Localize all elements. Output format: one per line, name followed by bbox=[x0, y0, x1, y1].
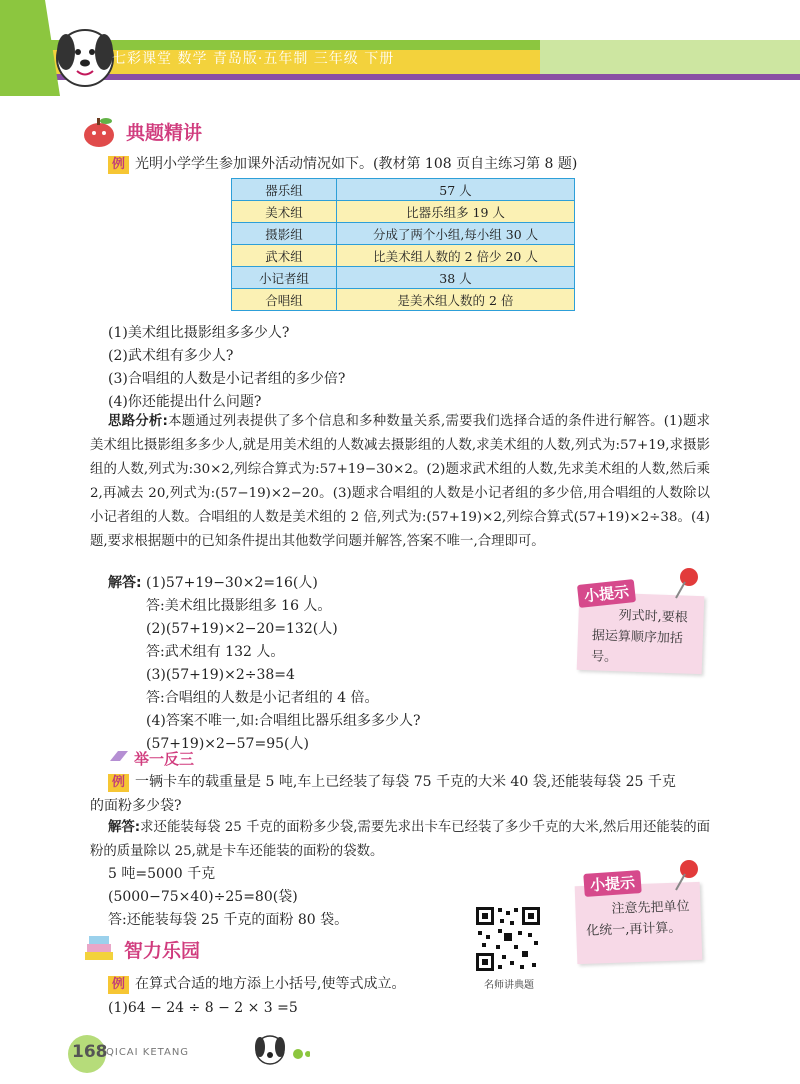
example-tag: 例 bbox=[108, 156, 129, 174]
answer-line: 答:合唱组的人数是小记者组的 4 倍。 bbox=[146, 690, 379, 706]
section-title-zhili: 智力乐园 bbox=[124, 940, 201, 962]
answer-line: 答:武术组有 132 人。 bbox=[146, 644, 285, 660]
tip-text: 注意先把单位化统一,再计算。 bbox=[585, 899, 690, 939]
answer-text: 求还能装每袋 25 千克的面粉多少袋,需要先求出卡车已经装了多少千克的大米,然后用还能装的面粉的质量除以 25,就是卡车还能装的面粉的袋数。 bbox=[90, 820, 711, 859]
table-cell-info: 比美术组人数的 2 倍少 20 人 bbox=[337, 245, 575, 267]
answer-line: (4)答案不唯一,如:合唱组比器乐组多多少人? bbox=[146, 713, 421, 729]
table-cell-group: 小记者组 bbox=[232, 267, 337, 289]
footer-text: QICAI KETANG bbox=[106, 1047, 190, 1058]
table-row bbox=[232, 289, 575, 311]
calc-line: (5000−75×40)÷25=80(袋) bbox=[108, 889, 298, 905]
pushpin-icon bbox=[672, 858, 702, 894]
calc-line: 5 吨=5000 千克 bbox=[108, 866, 216, 882]
analysis-text: 本题通过列表提供了多个信息和多种数量关系,需要我们选择合适的条件进行解答。(1)题求美术组比摄影组多多少人,就是用美术组的人数减去摄影组的人数,求美术组的人数,列式为:57+19,求摄影组的人数,列式为:30×2,列综合算式为:57+19−30×2。(2)题求武术组的人数,先求美术组的人数,然后乘 2,再减去 20,列式为:(57−19)×2−20。(3)题求合唱组的人数是小记者组的多少倍,用合唱组的人数除以小记者组的人数。合唱组的人数是美术组的 2 倍,列式为:(57+19)×2,列综合算式(57+19)×2÷38。(4)题,要求根据题中的已知条件提出其他数学问题并解答,答案不唯一,合理即可。 bbox=[90, 414, 710, 549]
question-1: (1)美术组比摄影组多多少人? bbox=[108, 325, 290, 341]
question-3: (3)合唱组的人数是小记者组的多少倍? bbox=[108, 371, 346, 387]
page-number: 168 bbox=[72, 1042, 108, 1062]
example-3-line bbox=[108, 974, 405, 994]
tip-text: 列式时,要根据运算顺序加括号。 bbox=[590, 608, 688, 666]
table-cell-group: 摄影组 bbox=[232, 223, 337, 245]
table-row bbox=[232, 201, 575, 223]
table-cell-group: 武术组 bbox=[232, 245, 337, 267]
table-cell-info: 57 人 bbox=[337, 179, 575, 201]
answer-line: 答:美术组比摄影组多 16 人。 bbox=[146, 598, 332, 614]
activity-table bbox=[231, 178, 575, 311]
dog-mascot-icon bbox=[255, 1036, 285, 1064]
answer-label: 解答: bbox=[108, 820, 141, 835]
answer-line: (1)57+19−30×2=16(人) bbox=[146, 575, 318, 591]
table-cell-group: 器乐组 bbox=[232, 179, 337, 201]
apple-icon bbox=[80, 114, 118, 148]
books-icon bbox=[82, 932, 118, 964]
calc-line: 答:还能装每袋 25 千克的面粉 80 袋。 bbox=[108, 912, 349, 928]
table-cell-info: 比器乐组多 19 人 bbox=[337, 201, 575, 223]
table-row bbox=[232, 179, 575, 201]
pushpin-icon bbox=[672, 566, 702, 602]
section-title-dianti: 典题精讲 bbox=[126, 122, 203, 144]
table-row bbox=[232, 223, 575, 245]
analysis-paragraph bbox=[90, 410, 710, 554]
answer-label: 解答: bbox=[108, 575, 142, 591]
example-2-line1 bbox=[108, 772, 676, 792]
example-1-text: 光明小学学生参加课外活动情况如下。(教材第 108 页自主练习第 8 题) bbox=[135, 156, 578, 172]
eraser-icon bbox=[108, 749, 130, 765]
table-cell-info: 是美术组人数的 2 倍 bbox=[337, 289, 575, 311]
problem-line: (1)64 − 24 ÷ 8 − 2 × 3 =5 bbox=[108, 1000, 298, 1016]
analysis-label: 思路分析: bbox=[108, 414, 168, 429]
example-2-answer bbox=[90, 816, 710, 864]
table-cell-info: 分成了两个小组,每小组 30 人 bbox=[337, 223, 575, 245]
table-cell-group: 合唱组 bbox=[232, 289, 337, 311]
tip-label: 小提示 bbox=[577, 579, 636, 608]
example-tag: 例 bbox=[108, 976, 129, 994]
answer-line: (57+19)×2−57=95(人) bbox=[146, 736, 309, 752]
example-1-line bbox=[108, 154, 577, 174]
table-row bbox=[232, 245, 575, 267]
question-2: (2)武术组有多少人? bbox=[108, 348, 234, 364]
answer-line: (3)(57+19)×2÷38=4 bbox=[146, 667, 295, 683]
dog-mascot-icon bbox=[57, 30, 113, 86]
qr-caption: 名师讲典题 bbox=[484, 980, 534, 991]
example-2-text: 一辆卡车的载重量是 5 吨,车上已经装了每袋 75 千克的大米 40 袋,还能装每袋 25 千克 bbox=[135, 774, 676, 790]
table-cell-info: 38 人 bbox=[337, 267, 575, 289]
table-row bbox=[232, 267, 575, 289]
answer-line: (2)(57+19)×2−20=132(人) bbox=[146, 621, 338, 637]
table-cell-group: 美术组 bbox=[232, 201, 337, 223]
section-title-jyfs: 举一反三 bbox=[134, 750, 195, 768]
example-tag: 例 bbox=[108, 774, 129, 792]
example-3-text: 在算式合适的地方添上小括号,使等式成立。 bbox=[135, 976, 406, 992]
header-title: 七彩课堂 数学 青岛版·五年制 三年级 下册 bbox=[112, 51, 395, 67]
question-4: (4)你还能提出什么问题? bbox=[108, 394, 262, 410]
tip-label: 小提示 bbox=[583, 870, 641, 897]
qr-code-icon[interactable] bbox=[474, 905, 542, 973]
example-2-line2: 的面粉多少袋? bbox=[90, 798, 182, 814]
